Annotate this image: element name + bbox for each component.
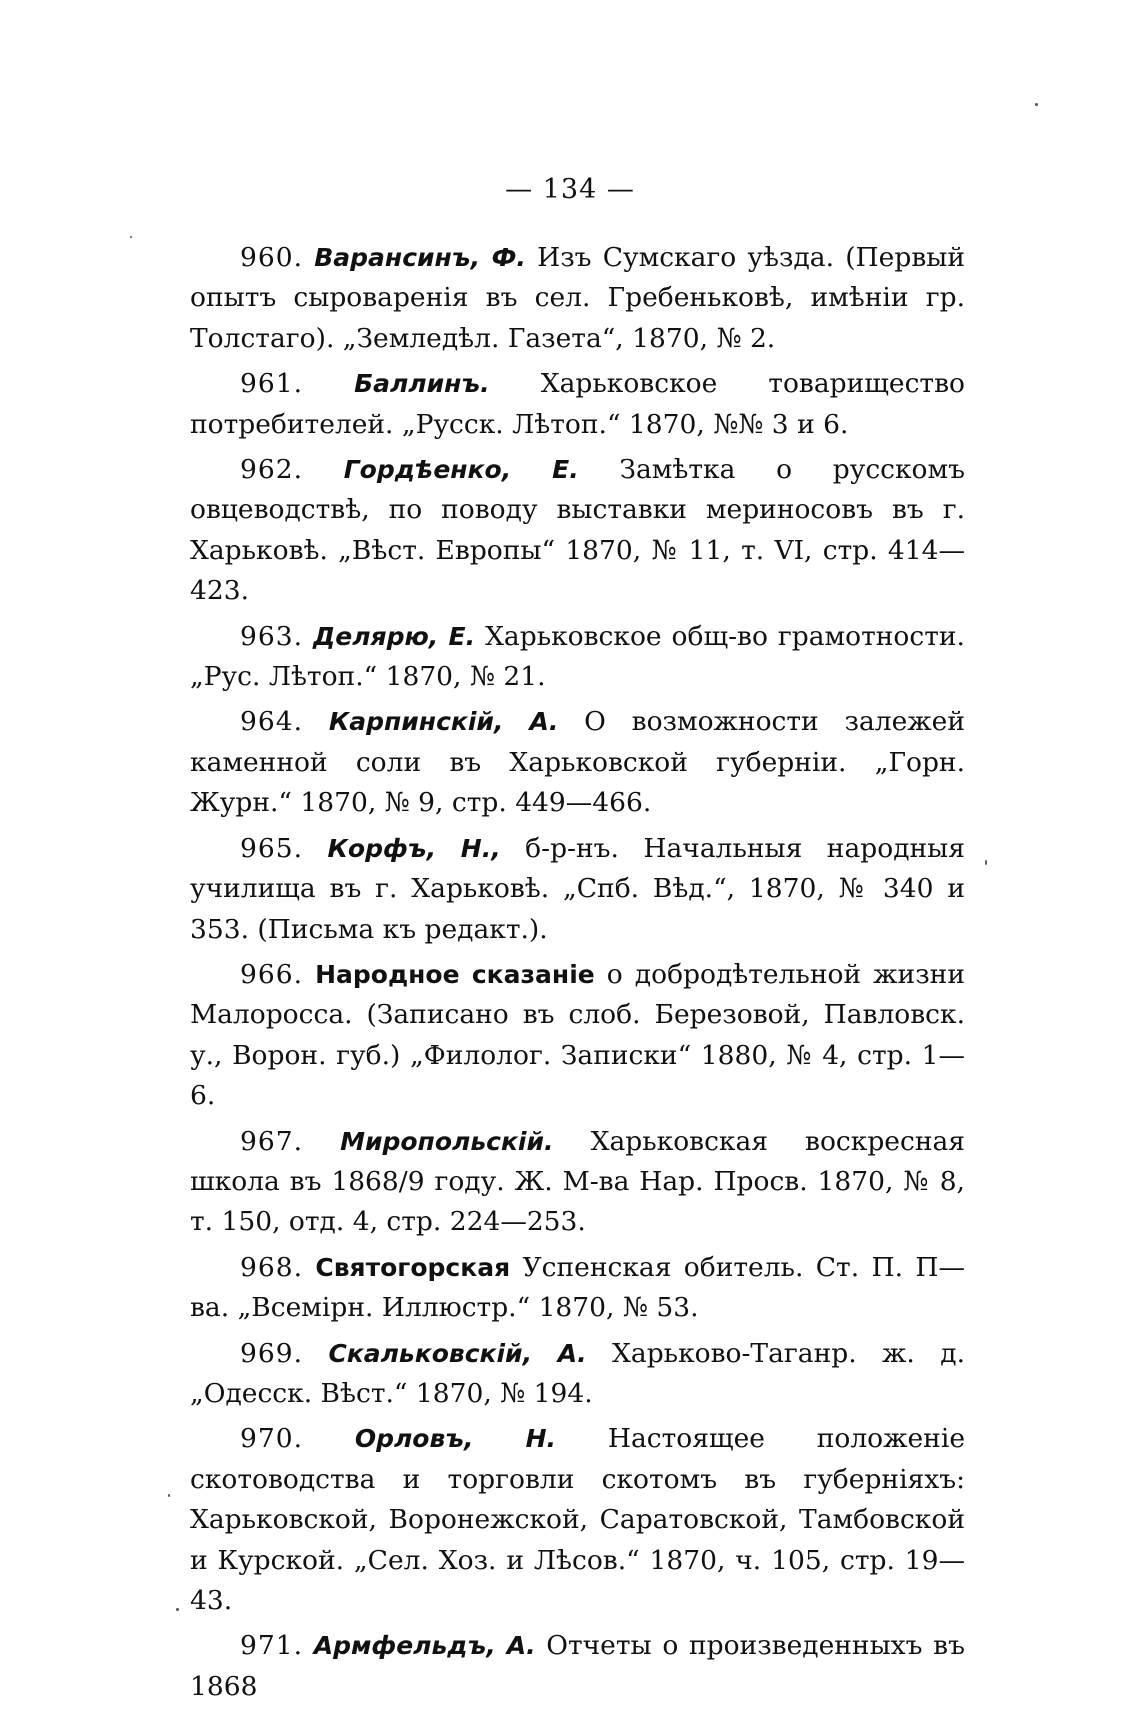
entry-number: 971.	[240, 1630, 304, 1662]
entry-text: б-р-нъ. Начальныя народныя училища въ г. Харьковѣ. „Спб. Вѣд.“, 1870, № 340 и 353. (Письма къ редакт.).	[190, 832, 965, 945]
entry-968	[190, 1248, 965, 1329]
entry-text: Харьково-Таганр. ж. д. „Одесск. Вѣст.“ 1870, № 194.	[190, 1337, 965, 1409]
entry-962	[190, 450, 965, 612]
entry-number: 963.	[240, 620, 304, 652]
entry-text: Настоящее положеніе скотоводства и торговли скотомъ въ губерніяхъ: Харьковской, Воронежской, Саратовской, Тамбовской и Курской. „Сел. Хоз. и Лѣсов.“ 1870, ч. 105, стр. 19—43.	[190, 1423, 965, 1616]
entry-number: 968.	[240, 1251, 304, 1283]
entry-author: Баллинъ.	[354, 369, 490, 399]
bibliography-list	[190, 238, 965, 1712]
entry-author: Скальковскій, А.	[328, 1338, 587, 1368]
entry-number: 962.	[240, 454, 304, 486]
entry-961	[190, 364, 965, 445]
entry-author: Гордѣенко, Е.	[343, 455, 579, 485]
entry-969	[190, 1334, 965, 1415]
entry-964	[190, 702, 965, 823]
entry-text: Харьковское товарищество потребителей. „Русск. Лѣтоп.“ 1870, №№ 3 и 6.	[190, 368, 965, 440]
entry-number: 965.	[240, 832, 304, 864]
entry-number: 961.	[240, 368, 304, 400]
entry-960	[190, 238, 965, 359]
entry-text: Отчеты о произведенныхъ въ 1868	[190, 1630, 965, 1702]
entry-text: О возможности залежей каменной соли въ Харьковской губерніи. „Горн. Журн.“ 1870, № 9, стр. 449—466.	[190, 706, 965, 819]
entry-title: Святогорская	[315, 1252, 511, 1282]
entry-text: Харьковская воскресная школа въ 1868/9 году. Ж. М-ва Нар. Просв. 1870, № 8, т. 150, отд. 4, стр. 224—253.	[190, 1125, 965, 1238]
entry-author: Варансинъ, Ф.	[314, 243, 526, 272]
entry-text: Харьковское общ-во грамотности. „Рус. Лѣтоп.“ 1870, № 21.	[190, 620, 965, 693]
entry-text: Замѣтка о русскомъ овцеводствѣ, по поводу выставки мериносовъ въ г. Харьковѣ. „Вѣст. Европы“ 1870, № 11, т. VI, стр. 414—423.	[190, 454, 965, 607]
entry-author: Орловъ, Н.	[354, 1424, 557, 1454]
entry-title: Народное сказаніе	[315, 959, 595, 989]
entry-author: Делярю, Е.	[312, 621, 476, 651]
entry-text: Изъ Сумскаго уѣзда. (Первый опытъ сыроваренія въ сел. Гребеньковѣ, имѣніи гр. Толстаго). „Земледѣл. Газета“, 1870, № 2.	[190, 242, 965, 354]
entry-965	[190, 829, 965, 950]
entry-967	[190, 1122, 965, 1243]
entry-author: Армфельдъ, А.	[313, 1631, 536, 1661]
entry-author: Корфъ, Н.,	[327, 833, 501, 863]
entry-963	[190, 617, 965, 698]
entry-966	[190, 955, 965, 1117]
entry-971	[190, 1626, 965, 1707]
entry-number: 967.	[240, 1125, 304, 1157]
entry-text: Успенская обитель. Ст. П. П—ва. „Всемірн. Иллюстр.“ 1870, № 53.	[190, 1251, 965, 1324]
entry-text: о добродѣтельной жизни Малоросса. (Записано въ слоб. Березовой, Павловск. у., Ворон. губ.) „Филолог. Записки“ 1880, № 4, стр. 1—6.	[190, 958, 965, 1112]
entry-author: Миропольскій.	[340, 1126, 554, 1156]
scan-speck	[176, 1608, 179, 1611]
entry-number: 966.	[240, 958, 304, 990]
entry-number: 970.	[240, 1423, 304, 1455]
entry-author: Карпинскій, А.	[328, 707, 559, 737]
entry-970	[190, 1419, 965, 1621]
entry-number: 960.	[240, 242, 304, 273]
entry-number: 964.	[240, 706, 304, 738]
scan-speck	[985, 860, 987, 865]
page-number: — 134 —	[505, 174, 635, 205]
scan-speck	[1035, 103, 1038, 106]
entry-number: 969.	[240, 1337, 304, 1369]
scan-speck	[130, 236, 132, 238]
scan-speck	[168, 1494, 170, 1497]
